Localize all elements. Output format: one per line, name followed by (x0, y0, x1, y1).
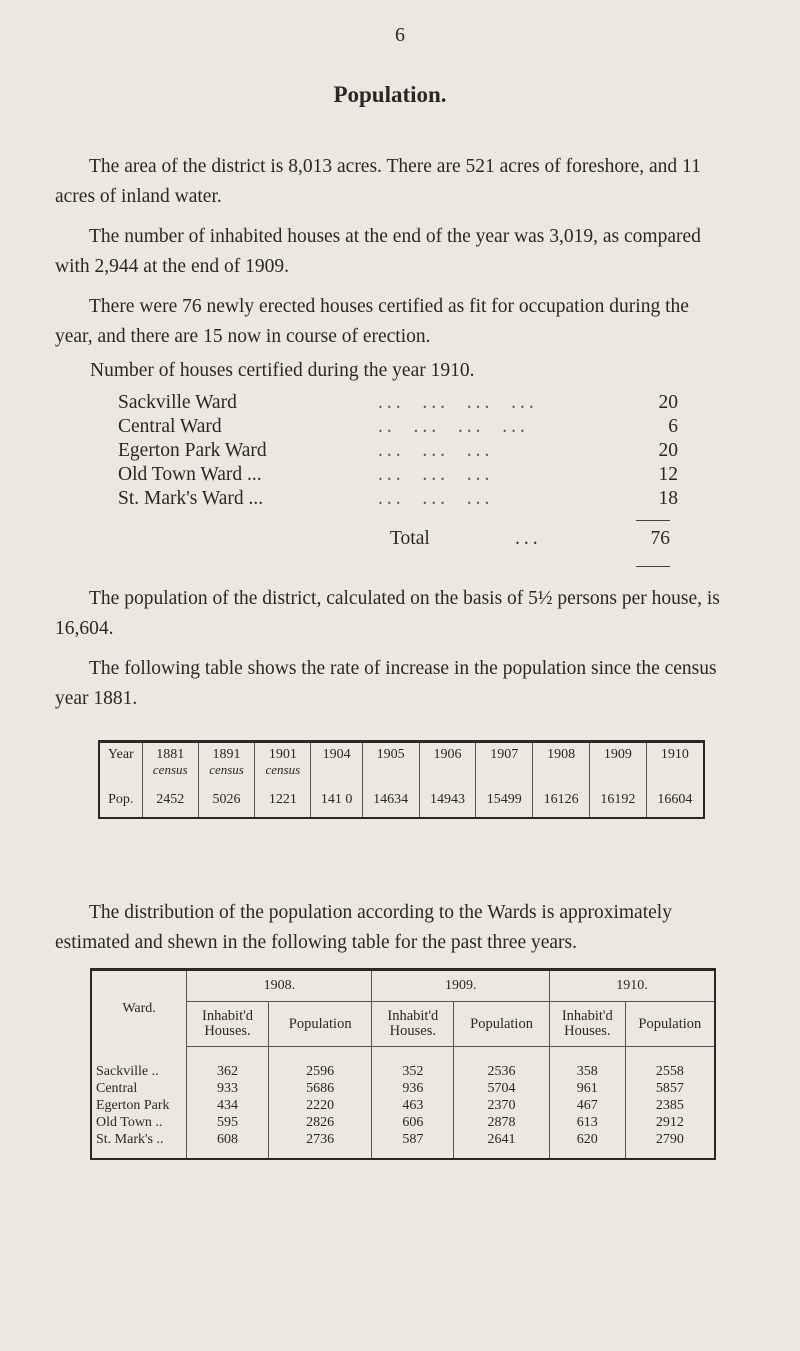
year-cell: 1905 (362, 742, 419, 784)
certified-count: 12 (658, 464, 678, 485)
certified-count: 18 (658, 488, 678, 509)
certified-ward: Egerton Park Ward (118, 440, 267, 461)
certified-count: 20 (658, 392, 678, 413)
houses-cell: 352 (372, 1047, 454, 1081)
pop-cell: 14634 (362, 783, 419, 818)
table-row (91, 1114, 715, 1131)
table-row (91, 1131, 715, 1159)
year-row (99, 742, 704, 784)
certified-count: 20 (658, 440, 678, 461)
population-cell: 2878 (454, 1114, 550, 1131)
census-caption: census (152, 762, 188, 777)
houses-cell: 362 (187, 1047, 269, 1081)
year-cell: 1908 (533, 742, 590, 784)
houses-cell: 608 (187, 1131, 269, 1159)
population-cell: 2536 (454, 1047, 550, 1081)
population-cell: 2641 (454, 1131, 550, 1159)
certified-count: 6 (668, 416, 678, 437)
population-cell: 2736 (268, 1131, 372, 1159)
houses-cell: 933 (187, 1080, 269, 1097)
population-increase-table (98, 740, 705, 819)
certified-ward: Central Ward (118, 416, 222, 437)
population-cell: 2220 (268, 1097, 372, 1114)
year-value: 1881 (156, 747, 185, 762)
population-cell: 5857 (625, 1080, 715, 1097)
ward-header: Ward. (122, 1000, 156, 1016)
rate-intro-paragraph: The following table shows the rate of increase in the population since the census year 1881. (55, 658, 717, 709)
distribution-intro-paragraph: The distribution of the population according to the Wards is approximately estimated and shewn in the following table for the past three years. (55, 902, 672, 953)
houses-cell: 620 (549, 1131, 625, 1159)
certified-row (118, 416, 678, 440)
houses-header: Inhabit'd Houses. (187, 1002, 269, 1047)
year-header-1909: 1909. (372, 970, 549, 1002)
population-paragraph: The population of the district, calculated on the basis of 5½ persons per house, is 16,604. (55, 588, 720, 639)
ward-distribution-table (90, 968, 716, 1160)
certified-list (118, 392, 678, 512)
certified-heading: Number of houses certified during the year 1910. (90, 360, 475, 381)
pop-cell: 15499 (476, 783, 533, 818)
certified-ward: Sackville Ward (118, 392, 237, 413)
houses-cell: 936 (372, 1080, 454, 1097)
year-label: Year (107, 747, 134, 762)
population-header: Population (268, 1002, 372, 1047)
houses-header: Inhabit'd Houses. (549, 1002, 625, 1047)
year-cell (142, 742, 198, 784)
table-row (91, 1080, 715, 1097)
page-number: 6 (395, 24, 405, 46)
houses-cell: 613 (549, 1114, 625, 1131)
population-cell: 2385 (625, 1097, 715, 1114)
census-caption: census (265, 762, 301, 777)
population-cell: 2790 (625, 1131, 715, 1159)
year-cell: 1909 (590, 742, 647, 784)
ward-name: Old Town .. (96, 1115, 163, 1130)
total-rule-top (636, 520, 670, 521)
certified-ward: Old Town Ward ... (118, 464, 262, 485)
year-cell (255, 742, 311, 784)
year-header-row (91, 970, 715, 1002)
pop-cell: 141 0 (311, 783, 362, 818)
population-cell: 5686 (268, 1080, 372, 1097)
ward-name: Egerton Park (96, 1098, 170, 1113)
new-houses-paragraph: There were 76 newly erected houses certified as fit for occupation during the year, and there are 15 now in course of erection. (55, 296, 689, 347)
houses-cell: 358 (549, 1047, 625, 1081)
total-rule-bottom (636, 566, 670, 567)
year-cell: 1910 (646, 742, 704, 784)
section-title: Population. (333, 82, 447, 107)
population-cell: 2826 (268, 1114, 372, 1131)
total-value: 76 (650, 528, 670, 549)
pop-cell: 1221 (255, 783, 311, 818)
pop-cell: 5026 (198, 783, 254, 818)
leader-dots: ... ... ... (378, 440, 494, 461)
houses-cell: 595 (187, 1114, 269, 1131)
certified-row (118, 440, 678, 464)
population-row (99, 783, 704, 818)
population-cell: 2370 (454, 1097, 550, 1114)
certified-row (118, 464, 678, 488)
year-cell: 1907 (476, 742, 533, 784)
ward-name: St. Mark's .. (96, 1132, 164, 1147)
leader-dots: ... ... ... ... (378, 392, 538, 413)
total-label: Total (390, 528, 430, 549)
population-cell: 2558 (625, 1047, 715, 1081)
table-row (91, 1047, 715, 1081)
pop-cell: 16126 (533, 783, 590, 818)
houses-cell: 463 (372, 1097, 454, 1114)
year-value: 1901 (268, 747, 297, 762)
leader-dots: ... ... ... (378, 464, 494, 485)
houses-cell: 606 (372, 1114, 454, 1131)
houses-paragraph: The number of inhabited houses at the end of the year was 3,019, as compared with 2,944 at the end of 1909. (55, 226, 701, 277)
pop-label: Pop. (108, 792, 134, 807)
population-cell: 5704 (454, 1080, 550, 1097)
ward-name: Sackville .. (96, 1063, 159, 1079)
year-cell (198, 742, 254, 784)
certified-row (118, 488, 678, 512)
pop-cell: 2452 (142, 783, 198, 818)
ward-name: Central (96, 1081, 138, 1096)
houses-cell: 961 (549, 1080, 625, 1097)
houses-cell: 467 (549, 1097, 625, 1114)
houses-cell: 587 (372, 1131, 454, 1159)
year-header-1910: 1910. (549, 970, 715, 1002)
year-header-1908: 1908. (187, 970, 372, 1002)
leader-dots: .. ... ... ... (378, 416, 529, 437)
pop-cell: 16192 (590, 783, 647, 818)
year-value: 1891 (212, 747, 241, 762)
year-cell: 1906 (419, 742, 476, 784)
total-dots: ... (515, 528, 542, 549)
population-header: Population (454, 1002, 550, 1047)
table-row (91, 1097, 715, 1114)
census-caption: census (209, 762, 244, 777)
houses-cell: 434 (187, 1097, 269, 1114)
leader-dots: ... ... ... (378, 488, 494, 509)
pop-cell: 16604 (646, 783, 704, 818)
population-cell: 2596 (268, 1047, 372, 1081)
year-cell: 1904 (311, 742, 362, 784)
population-header: Population (625, 1002, 715, 1047)
population-cell: 2912 (625, 1114, 715, 1131)
certified-ward: St. Mark's Ward ... (118, 488, 264, 509)
area-paragraph: The area of the district is 8,013 acres. There are 521 acres of foreshore, and 11 acres of inland water. (55, 156, 701, 207)
pop-cell: 14943 (419, 783, 476, 818)
certified-row (118, 392, 678, 416)
houses-header: Inhabit'd Houses. (372, 1002, 454, 1047)
